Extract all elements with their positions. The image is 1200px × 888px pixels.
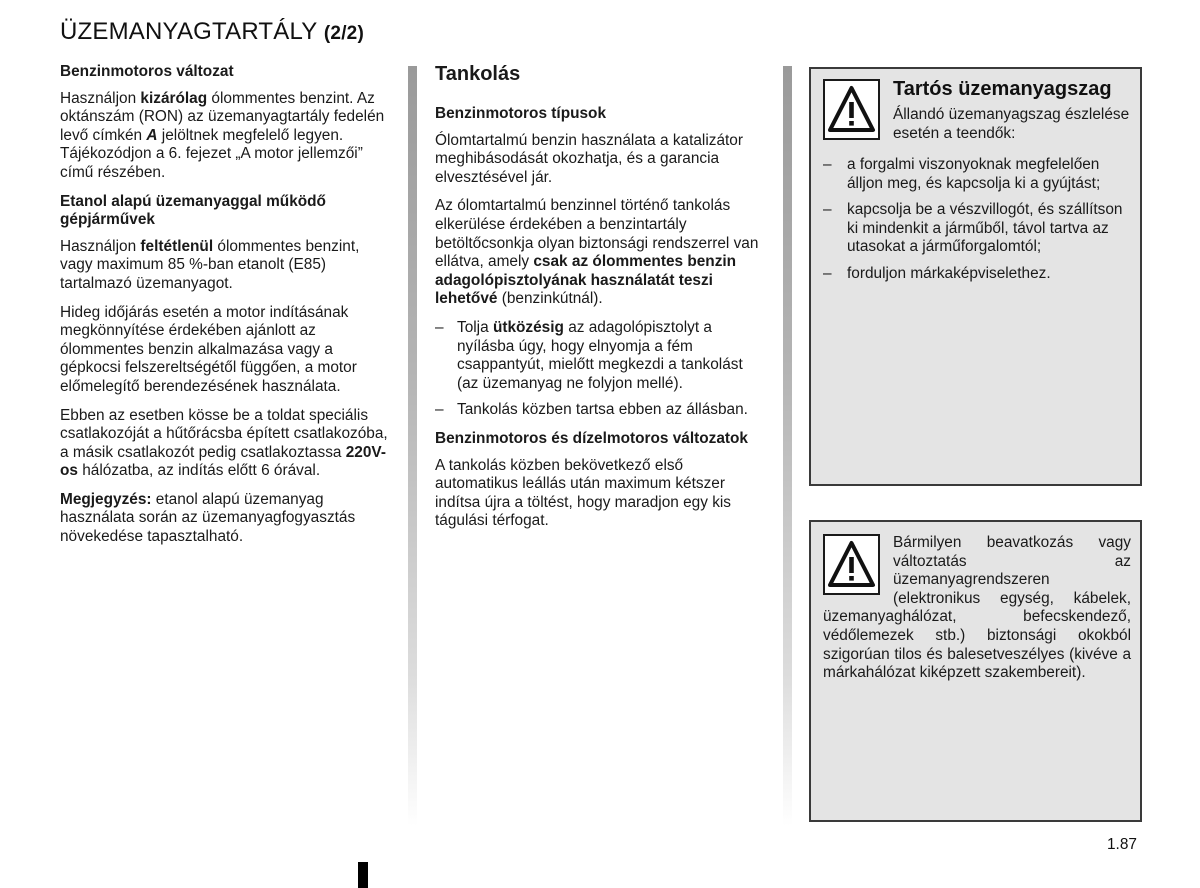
- heading-petrol-types: Benzinmotoros típusok: [435, 105, 607, 122]
- paragraph-connector: Ebben az esetben kösse be a toldat speciális csatlakozóját a hűtőrácsba épített csatlakozóba, a másik csatlakozót pedig csatlakoztassa 220V-os hálózatba, az indítás előtt 6 órával.: [60, 406, 388, 480]
- heading-petrol-version: Benzinmotoros változat: [60, 63, 234, 80]
- heading-ethanol-vehicles: Etanol alapú üzemanyaggal működő gépjárművek: [60, 192, 326, 229]
- page-title: ÜZEMANYAGTARTÁLY (2/2): [60, 18, 364, 45]
- warning-box-text: Bármilyen beavatkozás vagy változtatás az üzemanyagrendszeren (elektronikus egység, kábelek, üzemanyaghálózat, befecskendező, védőlemezek stb.) biztonsági okokból szigorúan tilos és balesetveszélyes (kivéve a márkahálózat kiképzett szakembereit).: [823, 534, 1131, 682]
- warning-box-list: [823, 156, 1133, 292]
- paragraph-note: Megjegyzés: etanol alapú üzemanyag használata során az üzemanyagfogyasztás növekedése tapasztalható.: [60, 490, 356, 546]
- warning-box-fuel-smell: [809, 67, 1142, 486]
- list-item: – kapcsolja be a vészvillogót, és szállítson ki mindenkit a járműből, távol tartva az utasokat a járműforgalomtól;: [823, 201, 1123, 256]
- list-item: – Tolja ütközésig az adagolópisztolyt a nyílásba úgy, hogy elnyomja a fém csappantyút, mielőtt megkezdi a tankolást (az üzemanyag ne folyjon mellé).: [435, 318, 743, 392]
- page-number: 1.87: [1107, 836, 1137, 853]
- warning-box-intro: Állandó üzemanyagszag észlelése esetén a teendők:: [893, 106, 1130, 142]
- list-item: – a forgalmi viszonyoknak megfelelően álljon meg, és kapcsolja ki a gyújtást;: [823, 156, 1101, 192]
- paragraph-auto-stop: A tankolás közben bekövetkező első automatikus leállás után maximum kétszer indítsa újra a töltést, hogy maradjon egy kis tágulási térfogat.: [435, 456, 731, 530]
- column-divider-bar: [783, 66, 792, 826]
- heading-petrol-diesel-versions: Benzinmotoros és dízelmotoros változatok: [435, 429, 748, 447]
- paragraph-petrol-unleaded: Használjon kizárólag ólommentes benzint. Az oktánszám (RON) az üzemanyagtartály fedelén levő címkén A jelöltnek megfelelő legyen. Tájékozódjon a 6. fejezet „A motor jellemzői” című részében.: [60, 89, 385, 181]
- column-refuelling: [435, 62, 767, 541]
- warning-box-modification: [809, 520, 1142, 822]
- paragraph-ethanol-fuel: Használjon feltétlenül ólommentes benzint, vagy maximum 85 %-ban etanolt (E85) tartalmazó üzemanyagot.: [60, 237, 360, 292]
- paragraph-cold-weather: Hideg időjárás esetén a motor indításának megkönnyítése érdekében ajánlott az ólommentes benzin alkalmazása vagy a gépkocsi felszereltségétől függően, a motor előmelegítő berendezésének használata.: [60, 303, 357, 395]
- paragraph-leaded-fuel-warning: Ólomtartalmú benzin használata a katalizátor meghibásodását okozhatja, és a garancia elvesztésével jár.: [435, 131, 743, 186]
- warning-box-title: Tartós üzemanyagszag: [893, 78, 1112, 100]
- paragraph-safety-system: Az ólomtartalmú benzinnel történő tankolás elkerülése érdekében a benzintartály betöltőcsonkja olyan biztonsági rendszerrel van ellátva, amely csak az ólommentes benzin adagolópisztolyának használatát teszi lehetővé (benzinkútnál).: [435, 197, 759, 308]
- column-fuel-type: [60, 63, 392, 557]
- section-heading-refuelling: Tankolás: [435, 63, 521, 85]
- page-edge-marker: [358, 862, 368, 888]
- list-item: – forduljon márkaképviselethez.: [823, 264, 1051, 282]
- list-item: – Tankolás közben tartsa ebben az állásban.: [435, 401, 748, 419]
- column-divider-bar: [408, 66, 417, 826]
- warning-triangle-icon: [823, 79, 880, 140]
